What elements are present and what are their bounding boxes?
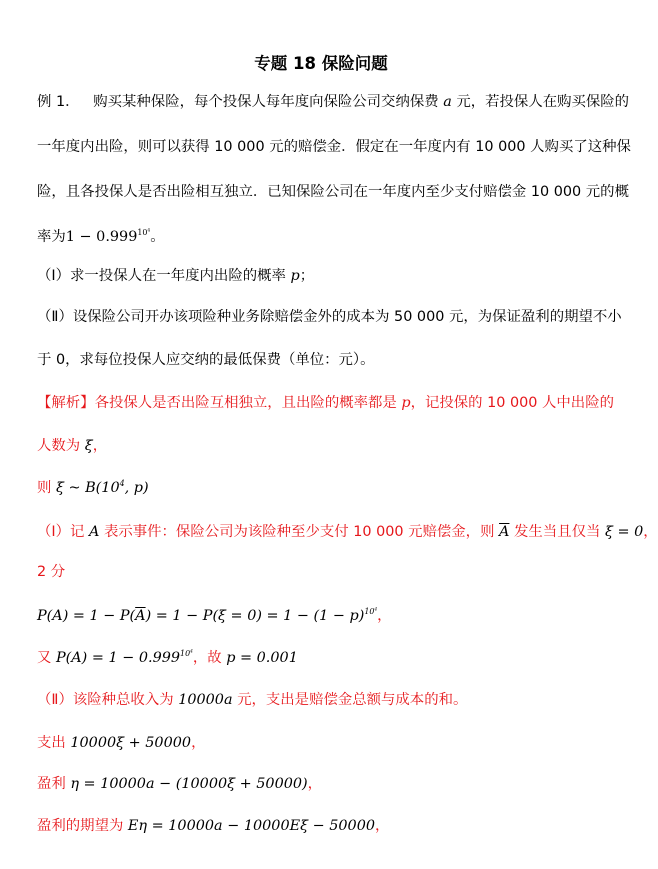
example-line-4: 率为$1 - 0.999^{10^4}$。 (37, 228, 165, 245)
question-part-2-line-1: （Ⅱ）设保险公司开办该项险种业务除赔偿金外的成本为 50 000 元，为保证盈利的期望不小 (37, 309, 622, 325)
solution-line-1: 【解析】各投保人是否出险互相独立，且出险的概率都是 p，记投保的 10 000 人中出险的 (37, 395, 614, 411)
solution-line-8: （Ⅱ）该险种总收入为 10000a 元，支出是赔偿金总额与成本的和。 (37, 692, 468, 708)
example-prefix: 例 1． 购买某种保险，每个投保人每年度向保险公司交纳保费 (37, 94, 439, 110)
solution-line-11: 盈利的期望为 Eη = 10000a − 10000Eξ − 50000， (37, 818, 390, 834)
example-line-3: 险，且各投保人是否出险相互独立．已知保险公司在一年度内至少支付赔偿金 10 000 元的概 (37, 184, 629, 200)
example-line-1: 例 1． 购买某种保险，每个投保人每年度向保险公司交纳保费 a 元，若投保人在购买保险的 (37, 94, 630, 110)
example-line-2: 一年度内出险，则可以获得 10 000 元的赔偿金．假定在一年度内有 10 000 人购买了这种保 (37, 139, 631, 155)
solution-line-6: $P(A) = 1 - P(\overline{A}) = 1 - P(\xi = 0) = 1 - (1 - p)^{10^4}$， (37, 607, 392, 624)
var-a: a (438, 94, 457, 110)
solution-line-10: 盈利 η = 10000a − (10000ξ + 50000)， (37, 776, 323, 792)
solution-line-5: 2 分 (37, 564, 66, 580)
page-title: 专题 18 保险问题 (254, 54, 388, 73)
question-part-2-line-2: 于 0，求每位投保人应交纳的最低保费（单位：元）。 (37, 352, 375, 368)
question-part-1: （Ⅰ）求一投保人在一年度内出险的概率 p； (37, 268, 315, 284)
solution-line-2: 人数为 ξ， (37, 438, 108, 454)
solution-line-4: （Ⅰ）记 A 表示事件：保险公司为该险种至少支付 10 000 元赔偿金，则 $\overline{A}$ 发生当且仅当 ξ = 0， (37, 524, 658, 540)
solution-line-3: 则 ξ ~ $B(10^4$, p) (37, 479, 149, 496)
solution-line-7: 又 $P(A) = 1 - 0.999^{10^4}$，故 p = 0.001 (37, 649, 298, 666)
solution-line-9: 支出 10000ξ + 50000， (37, 735, 206, 751)
